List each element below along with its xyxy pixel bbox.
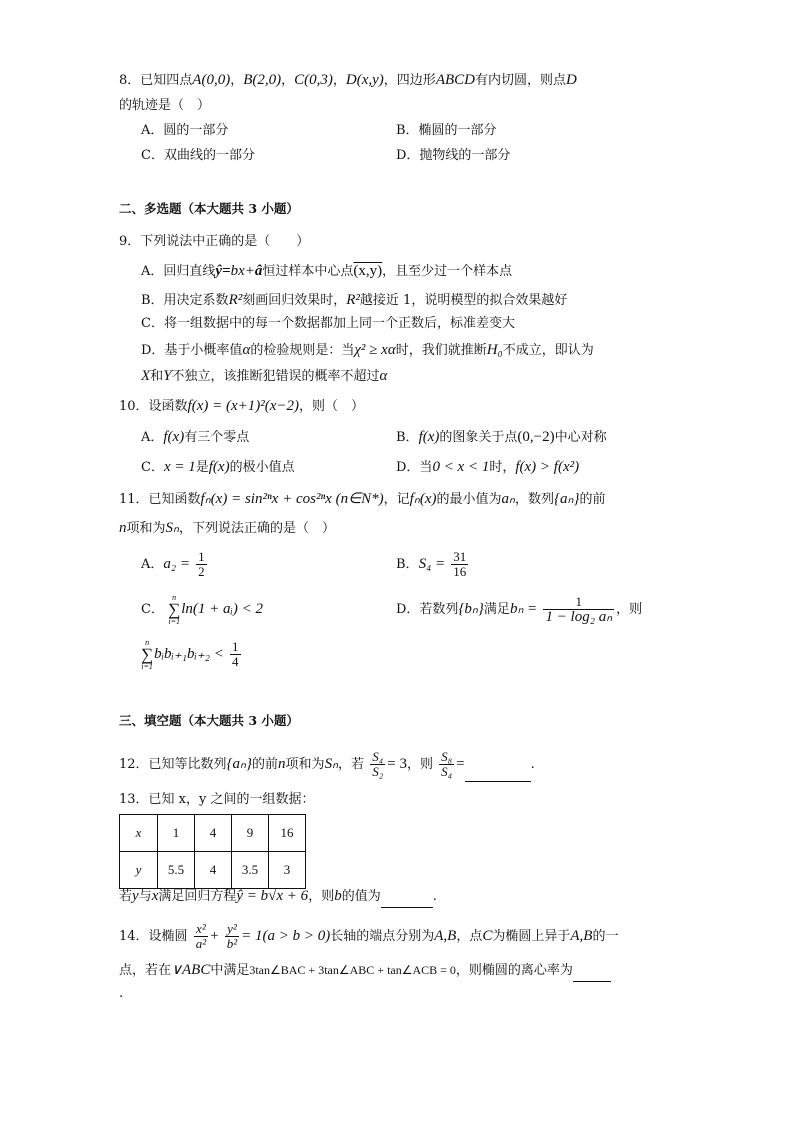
q8-option-b: B．椭圆的一部分	[396, 123, 497, 138]
q14-stem-line2: 点，若在∨ABC中满足3tan∠BAC + 3tan∠ABC + tan∠ACB = 0，则椭圆的离心率为	[119, 960, 611, 982]
q9-option-c: C．将一组数据中的每一个数据都加上同一个正数后，标准差变大	[141, 316, 515, 331]
q9-option-d-line2: X和Y不独立，该推断犯错误的概率不超过α	[141, 368, 388, 384]
q9-stem: 9．下列说法中正确的是（ ）	[119, 234, 310, 249]
q13-stem: 13．已知 x，y 之间的一组数据：	[119, 792, 315, 807]
q8-option-c: C．双曲线的一部分	[141, 148, 255, 163]
q9-option-d-line1: D．基于小概率值α的检验规则是：当χ² ≥ xα时，我们就推断H₀不成立，即认为	[141, 342, 594, 358]
q10-option-a: A．f(x)有三个零点	[141, 429, 250, 445]
table-row	[120, 852, 306, 889]
q10-option-b: B．f(x)的图象关于点(0,−2)中心对称	[396, 429, 607, 445]
section-3-heading: 三、填空题（本大题共 3 小题）	[119, 713, 299, 728]
q13-data-table	[119, 814, 306, 889]
regression-intercept-glyph: â	[254, 263, 263, 279]
q11-option-b: B．S₄ = $\frac{31}{16}$	[396, 549, 467, 579]
q11-option-a: A．a₂ = $\frac{1}{2}$	[141, 549, 205, 579]
q11-a-fraction: $\frac{1}{2}$	[198, 549, 205, 579]
table-cell: y	[120, 852, 158, 889]
q11-d-fraction: $\frac{1}{\text{1 − log₂ aₙ}}$	[545, 594, 613, 625]
q14-end-period: .	[119, 986, 124, 1001]
q13-regression-line: 若y与x满足回归方程ŷ = b√x + 6，则b的值为 .	[119, 886, 437, 908]
table-cell: 4	[195, 852, 232, 889]
q10-stem: 10．设函数f(x) = (x+1)²(x−2)，则（ ）	[119, 398, 365, 414]
q11-b-fraction: $\frac{31}{16}$	[453, 549, 467, 579]
q11-c-summation: n ∑ i=1	[168, 593, 181, 626]
q11-stem-line2: n项和为Sₙ，下列说法正确的是（ ）	[119, 520, 336, 536]
q14-x-fraction: $\frac{\text{x²}}{\text{a²}}$	[195, 921, 207, 951]
table-cell: 5.5	[158, 852, 195, 889]
q14-y-fraction: $\frac{\text{y²}}{\text{b²}}$	[226, 921, 238, 951]
q8-option-d: D．抛物线的一部分	[396, 148, 511, 163]
q12-answer-fraction: $\frac{\text{S₈}}{\text{S₄}}$	[441, 749, 453, 779]
q12-ratio-fraction: $\frac{\text{S₄}}{\text{S₂}}$	[372, 749, 384, 779]
q8-stem-line2: 的轨迹是（ ）	[119, 98, 211, 113]
table-cell: 9	[232, 815, 269, 852]
q11-option-d-continued: n ∑ i=1 bᵢbᵢ₊₁bᵢ₊₂ < $\frac{1}{4}$	[141, 638, 239, 671]
q13-answer-blank[interactable]	[381, 887, 433, 908]
q8-stem-line1: 8．已知四点A(0,0)，B(2,0)，C(0,3)，D(x,y)，四边形ABCD有内切圆，则点D	[119, 72, 577, 88]
table-cell: 3	[269, 852, 306, 889]
q9-option-a: A．回归直线ŷ=bx+â恒过样本中心点(x,y)，且至少过一个样本点	[141, 263, 513, 279]
table-cell: x	[120, 815, 158, 852]
table-cell: 4	[195, 815, 232, 852]
q12-answer-blank[interactable]	[465, 749, 531, 782]
q14-stem-line1: 14．设椭圆 $\frac{\text{x²}}{\text{a²}}$ + $\frac{\text{y²}}{\text{b²}}$ = 1(a > b > 0)长轴的端点分别为A,B，点C为椭圆上异于A,B的一	[119, 921, 619, 951]
q10-option-c: C．x = 1是f(x)的极小值点	[141, 459, 295, 475]
q14-answer-blank[interactable]	[573, 961, 611, 982]
q10-option-d: D．当0 < x < 1时，f(x) > f(x²)	[396, 459, 580, 475]
table-row	[120, 815, 306, 852]
q9-option-b: B．用决定系数R²刻画回归效果时，R²越接近 1，说明模型的拟合效果越好	[141, 292, 568, 308]
table-cell: 16	[269, 815, 306, 852]
q11-d-summation: n ∑ i=1	[141, 638, 154, 671]
q11-d-bound-fraction: $\frac{1}{4}$	[232, 639, 239, 669]
q8-option-a: A．圆的一部分	[141, 123, 229, 138]
q11-option-c: C． n ∑ i=1 ln(1 + aᵢ) < 2	[141, 593, 263, 626]
q11-stem-line1: 11．已知函数fₙ(x) = sin²ⁿx + cos²ⁿx (n∈N*)，记fₙ(x)的最小值为aₙ，数列{aₙ}的前	[119, 491, 606, 507]
table-cell: 1	[158, 815, 195, 852]
q12-stem: 12．已知等比数列{aₙ}的前n项和为Sₙ，若 $\frac{\text{S₄}}{\text{S₂}}$ = 3，则 $\frac{\text{S₈}}{\text{S₄}}$ = .	[119, 748, 535, 782]
regression-hat-glyph: ŷ=	[215, 263, 231, 279]
q11-option-d: D．若数列{bₙ}满足bₙ = $\frac{1}{\text{1 − log₂ aₙ}}$ ，则	[396, 594, 643, 625]
section-2-heading: 二、多选题（本大题共 3 小题）	[119, 201, 299, 216]
table-cell: 3.5	[232, 852, 269, 889]
